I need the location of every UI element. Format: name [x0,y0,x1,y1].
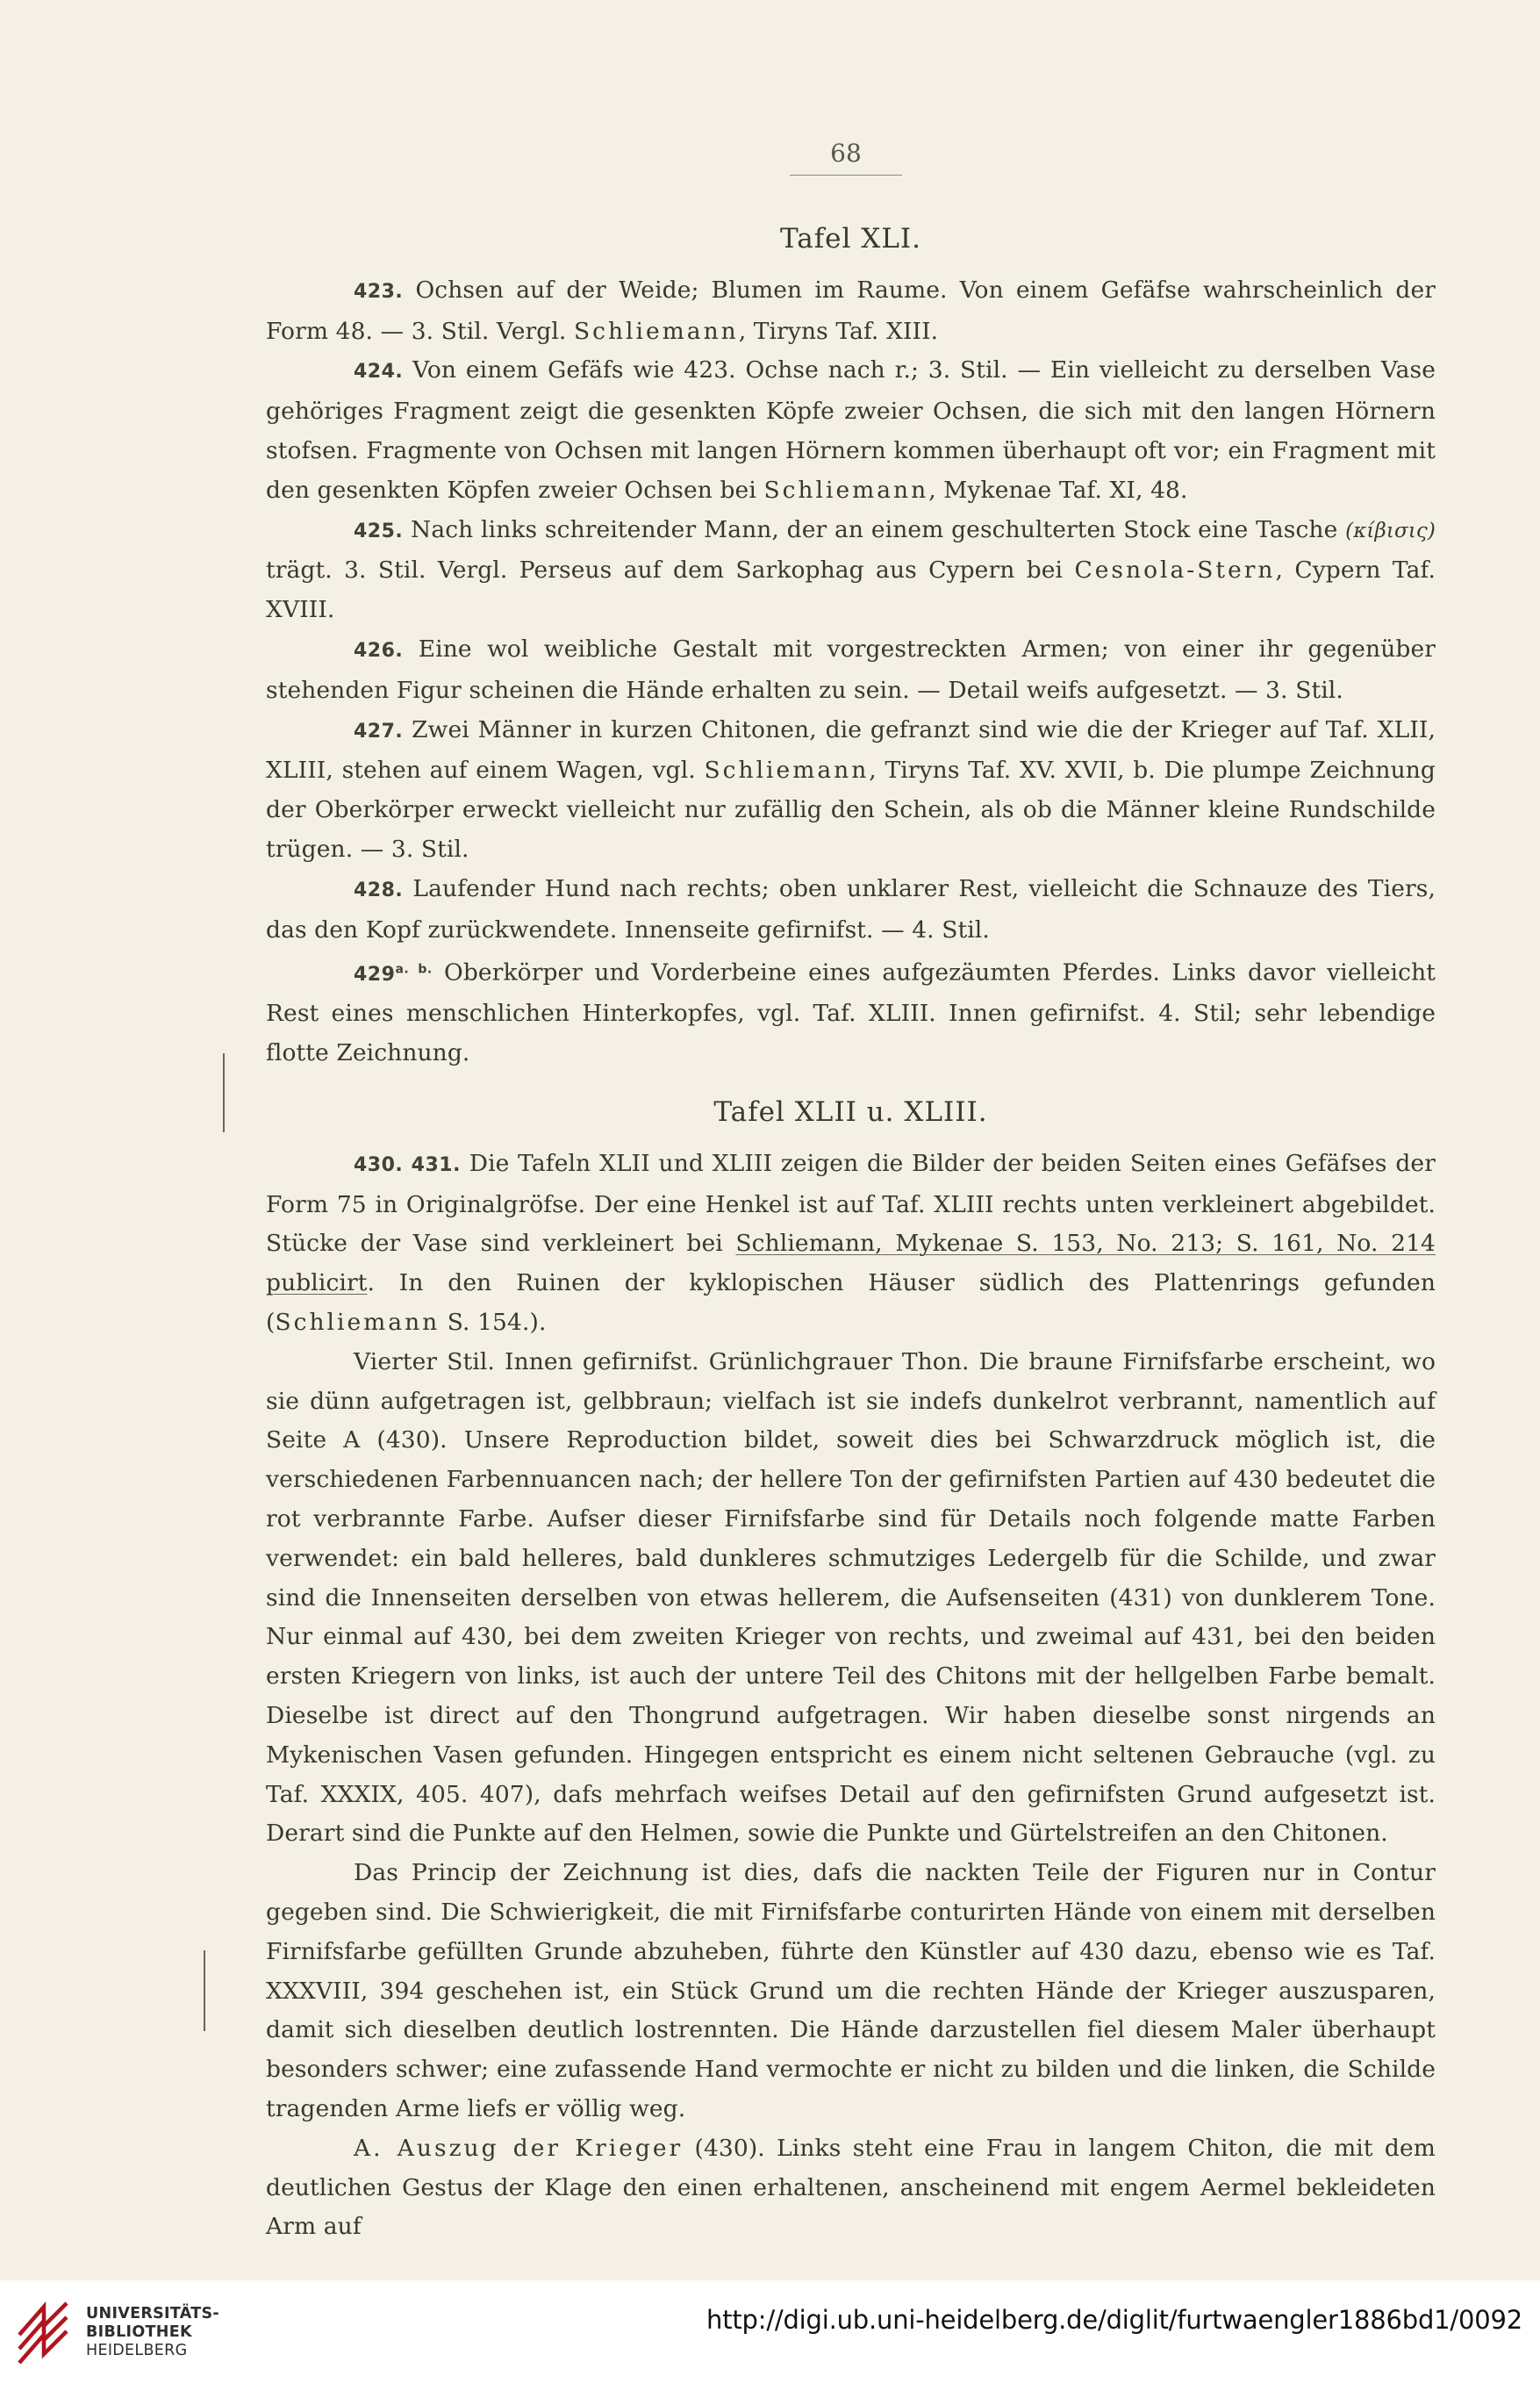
entry-text: , Cypern Taf. XVIII. [266,556,1436,624]
entry-424 [266,351,1436,510]
entry-text: Oberkörper und Vorderbeine eines aufgezäumten Pferdes. Links davor vielleicht Rest eines menschlichen Hinterkopfes, vgl. Taf. XLIII. Innen gefirnifst. 4. Stil; sehr lebendige flotte Zeichnung. [266,958,1436,1067]
library-name [86,2305,219,2360]
permalink-url[interactable]: http://digi.ub.uni-heidelberg.de/diglit/furtwaengler1886bd1/0092 [706,2305,1522,2335]
entry-text: trägt. 3. Stil. Vergl. Perseus auf dem Sarkophag aus Cypern bei [266,556,1075,585]
section-heading-tafel-xli: Tafel XLI. [779,223,922,255]
entry-text: Ochsen auf der Weide; Blumen im Raume. Von einem Gefäfse wahrscheinlich der Form 48. — 3. Stil. Vergl. [266,276,1436,345]
entry-text: . In den Ruinen der kyklopischen Häuser südlich des Plattenrings gefunden ( [266,1269,1436,1337]
entry-428 [266,870,1436,951]
entry-number [354,964,433,986]
entry-427 [266,711,1436,870]
section-heading-tafel-xlii-xliii: Tafel XLII u. XLIII. [713,1096,988,1129]
library-name-line: UNIVERSITÄTS- [86,2305,219,2322]
entry-423 [266,271,1436,352]
entry-number-superscript: a. b. [395,962,433,977]
author-name: Schliemann [763,476,929,504]
library-name-line: HEIDELBERG [86,2342,188,2359]
paragraph-vierter-stil: Vierter Stil. Innen gefirnifst. Grünlichgrauer Thon. Die braune Firnifsfarbe erscheint, wo sie dünn aufgetragen ist, gelbbraun; vielfach ist sie indefs dunkelrot verbrannt, namentlich auf Seite A (430). Unsere Reproduction bildet, soweit dies bei Schwarzdruck möglich ist, die verschiedenen Farbennuancen nach; der hellere Ton der gefirnifsten Partien auf 430 bedeutet die rot verbrannte Farbe. Aufser dieser Firnifsfarbe sind für Details noch folgende matte Farben verwendet: ein bald helleres, bald dunkleres schmutziges Ledergelb für die Schilde, und zwar sind die Innenseiten derselben von etwas hellerem, die Aufsenseiten (431) von dunklerem Tone. Nur einmal auf 430, bei dem zweiten Krieger von rechts, und zweimal auf 431, bei den beiden ersten Kriegern von links, ist auch der untere Teil des Chitons mit der hellgelben Farbe bemalt. Dieselbe ist direct auf den Thongrund aufgetragen. Wir haben dieselbe sonst nirgends an Mykenischen Vasen gefunden. Hingegen entspricht es einem nicht seltenen Gebrauche (vgl. zu Taf. XXXIX, 405. 407), dafs mehrfach weifses Detail auf den gefirnifsten Grund aufgesetzt ist. Derart sind die Punkte auf den Helmen, sowie die Punkte und Gürtelstreifen an den Chitonen. [266,1347,1436,1848]
entry-text: Von einem Gefäfs wie 423. Ochse nach r.; 3. Stil. — Ein vielleicht zu derselben Vase gehöriges Fragment zeigt die gesenkten Köpfe zweier Ochsen, die sich mit den langen Hörnern stofsen. Fragmente von Ochsen mit langen Hörnern kommen überhaupt oft vor; ein Fragment mit den gesenkten Köpfen zweier Ochsen bei [266,356,1436,504]
entry-429 [266,950,1436,1073]
margin-pencil-mark [223,1053,225,1132]
library-footer [0,2280,1540,2405]
entry-number: 426. [354,639,404,662]
entry-number: 425. [354,520,404,542]
entry-426 [266,630,1436,711]
paragraph-princip: Das Princip der Zeichnung ist dies, dafs die nackten Teile der Figuren nur in Contur gegeben sind. Die Schwierigkeit, die mit Firnifsfarbe conturirten Hände von einem mit derselben Firnifsfarbe gefüllten Grunde abzuheben, führte den Künstler auf 430 dazu, ebenso wie es Taf. XXXVIII, 394 geschehen ist, ein Stück Grund um die rechten Hände der Krieger auszusparen, damit sich dieselben deutlich lostrennten. Die Hände darzustellen fiel diesem Maler überhaupt besonders schwer; eine zufassende Hand vermochte er nicht zu bilden und die linken, die Schilde tragenden Arme liefs er völlig weg. [266,1859,1436,2122]
entry-425 [266,511,1436,630]
entry-number: 428. [354,879,404,901]
library-name-line: BIBLIOTHEK [86,2323,192,2341]
entry-text: , Tiryns Taf. XV. XVII, b. Die plumpe Zeichnung der Oberkörper erweckt vielleicht nur zufällig den Schein, als ob die Männer kleine Rundschilde trügen. — 3. Stil. [266,757,1436,863]
entry-number: 424. [354,361,404,384]
entry-text: , Mykenae Taf. XI, 48. [928,476,1188,504]
entry-430-431 [266,1145,1436,1343]
subsection-lead: A. Auszug der Krieger [354,2134,684,2162]
entry-text: (430). Links steht eine Frau in langem Chiton, die mit dem deutlichen Gestus der Klage den einen erhaltenen, anscheinend mit engem Aermel bekleideten Arm auf [266,2134,1436,2241]
entry-text: Eine wol weibliche Gestalt mit vorgestreckten Armen; von einer ihr gegenüber stehenden Figur scheinen die Hände erhalten zu sein. — Detail weifs aufgesetzt. — 3. Stil. [266,635,1436,704]
greek-term: (κίβισις) [1345,519,1436,542]
author-name: Schliemann [275,1309,441,1337]
entry-number: 423. [354,280,404,303]
page-number: 68 [790,139,902,176]
university-library-logo-icon [12,2300,74,2366]
entry-text: , Tiryns Taf. XIII. [738,317,939,345]
author-name: Schliemann [573,317,739,345]
entry-number: 430. 431. [354,1153,461,1176]
author-name: Schliemann [704,757,870,785]
paragraph-auszug [266,2129,1436,2247]
entry-text: Laufender Hund nach rechts; oben unklarer Rest, vielleicht die Schnauze des Tiers, das den Kopf zurückwendete. Innenseite gefirnifst. — 4. Stil. [266,874,1436,944]
entry-number-main: 429 [354,963,396,986]
entry-text: Die Tafeln XLII und XLIII zeigen die Bilder der beiden Seiten eines Gefäfses der Form 75 in Originalgröfse. Der eine Henkel ist auf Taf. XLIII rechts unten verkleinert abgebildet. Stücke der Vase sind verkleinert bei [266,1149,1436,1258]
page-body [266,219,1436,2247]
author-name: Cesnola-Stern [1074,556,1276,585]
margin-pencil-mark [204,1950,205,2031]
entry-text: Zwei Männer in kurzen Chitonen, die gefranzt sind wie die der Krieger auf Taf. XLII, XLIII, stehen auf einem Wagen, vgl. [266,715,1436,785]
entry-number: 427. [354,720,404,743]
entry-text: S. 154.). [440,1309,547,1337]
entry-text: Nach links schreitender Mann, der an einem geschulterten Stock eine Tasche [411,515,1346,543]
underlined-citation: Schliemann, Mykenae S. 153, No. 213; S. 161, No. 214 publicirt [266,1230,1436,1297]
